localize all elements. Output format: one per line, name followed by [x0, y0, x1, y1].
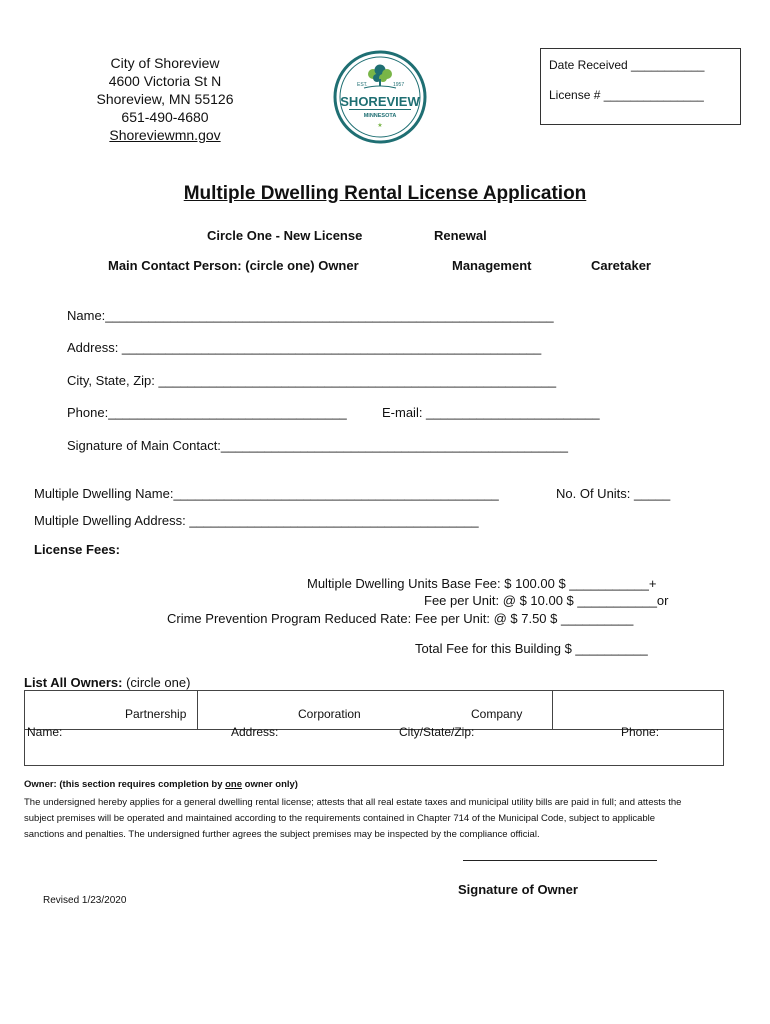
logo-state: MINNESOTA: [363, 113, 397, 119]
owners-table: [24, 690, 724, 766]
star-icon: ★: [377, 123, 383, 129]
address-field[interactable]: Address: __________________________________________________________: [67, 340, 542, 355]
owners-heading-label: List All Owners:: [24, 675, 123, 690]
main-contact-signature-field[interactable]: Signature of Main Contact:________________________________________________: [67, 438, 568, 453]
owner-type-corporation[interactable]: Corporation: [298, 707, 361, 721]
total-fee-field[interactable]: Total Fee for this Building $ __________: [415, 641, 648, 656]
tree-icon: [368, 65, 392, 87]
dwelling-address-field[interactable]: Multiple Dwelling Address: ________________________________________: [34, 513, 479, 528]
email-field[interactable]: E-mail: ________________________: [382, 405, 600, 420]
logo-name: SHOREVIEW: [340, 94, 420, 109]
date-received-field[interactable]: Date Received ___________: [549, 58, 705, 72]
org-street: 4600 Victoria St N: [108, 73, 222, 89]
owner-section-heading-post: owner only): [242, 779, 298, 790]
owner-section-heading: [24, 779, 298, 790]
owner-phone-column[interactable]: Phone:: [621, 725, 660, 739]
main-contact-owner-option[interactable]: Main Contact Person: (circle one) Owner: [108, 258, 359, 273]
org-name: City of Shoreview: [110, 55, 220, 71]
owner-section-heading-pre: Owner: (this section requires completion by: [24, 779, 226, 790]
city-state-zip-field[interactable]: City, State, Zip: _______________________________________________________: [67, 373, 557, 388]
owner-type-company[interactable]: Company: [471, 707, 523, 721]
renewal-option[interactable]: Renewal: [434, 228, 487, 243]
shoreview-logo: [333, 50, 427, 144]
base-fee-field[interactable]: Multiple Dwelling Units Base Fee: $ 100.00 $ ___________+: [307, 576, 657, 591]
revised-date: Revised 1/23/2020: [43, 895, 127, 906]
license-fees-heading: License Fees:: [34, 542, 120, 557]
attestation-line-1: The undersigned hereby applies for a general dwelling rental license; attests that all real estate taxes and municipal utility bills are paid in full; and attests the: [24, 797, 682, 808]
owner-signature-line[interactable]: [463, 860, 657, 861]
license-number-field[interactable]: License # _______________: [549, 88, 704, 102]
main-contact-management-option[interactable]: Management: [452, 258, 532, 273]
dwelling-name-field[interactable]: Multiple Dwelling Name:_____________________________________________: [34, 486, 499, 501]
main-contact-caretaker-option[interactable]: Caretaker: [591, 258, 651, 273]
phone-field[interactable]: Phone:_________________________________: [67, 405, 347, 420]
org-phone: 651-490-4680: [121, 109, 209, 125]
owner-address-column[interactable]: Address:: [231, 725, 279, 739]
owner-name-column[interactable]: Name:: [27, 725, 63, 739]
owner-type-partnership[interactable]: Partnership: [125, 707, 187, 721]
logo-est: EST.: [357, 82, 368, 88]
owner-section-heading-em: one: [225, 779, 243, 790]
name-field[interactable]: Name:______________________________________________________________: [67, 308, 554, 323]
attestation-line-3: sanctions and penalties. The undersigned further agrees the subject premises may be inspected by the compliance official.: [24, 829, 540, 840]
reduced-rate-field[interactable]: Crime Prevention Program Reduced Rate: Fee per Unit: @ $ 7.50 $ __________: [167, 611, 634, 626]
page-title: Multiple Dwelling Rental License Application: [183, 183, 587, 204]
owners-heading-note: (circle one): [122, 675, 191, 690]
owner-city-state-zip-column[interactable]: City/State/Zip:: [399, 725, 475, 739]
per-unit-fee-field[interactable]: Fee per Unit: @ $ 10.00 $ ___________or: [424, 593, 669, 608]
org-city-line: Shoreview, MN 55126: [96, 91, 234, 107]
new-license-option[interactable]: Circle One - New License: [207, 228, 363, 243]
office-use-box: [540, 48, 741, 125]
owner-signature-label: Signature of Owner: [458, 882, 578, 897]
city-address-block: [60, 54, 270, 144]
logo-year: 1957: [393, 82, 405, 88]
owners-heading: [24, 675, 190, 690]
org-website-link[interactable]: Shoreviewmn.gov: [109, 127, 221, 143]
units-field[interactable]: No. Of Units: _____: [556, 486, 671, 501]
attestation-line-2: subject premises will be operated and maintained according to the requirements contained in Chapter 714 of the Municipal Code, subject to applicable: [24, 813, 656, 824]
